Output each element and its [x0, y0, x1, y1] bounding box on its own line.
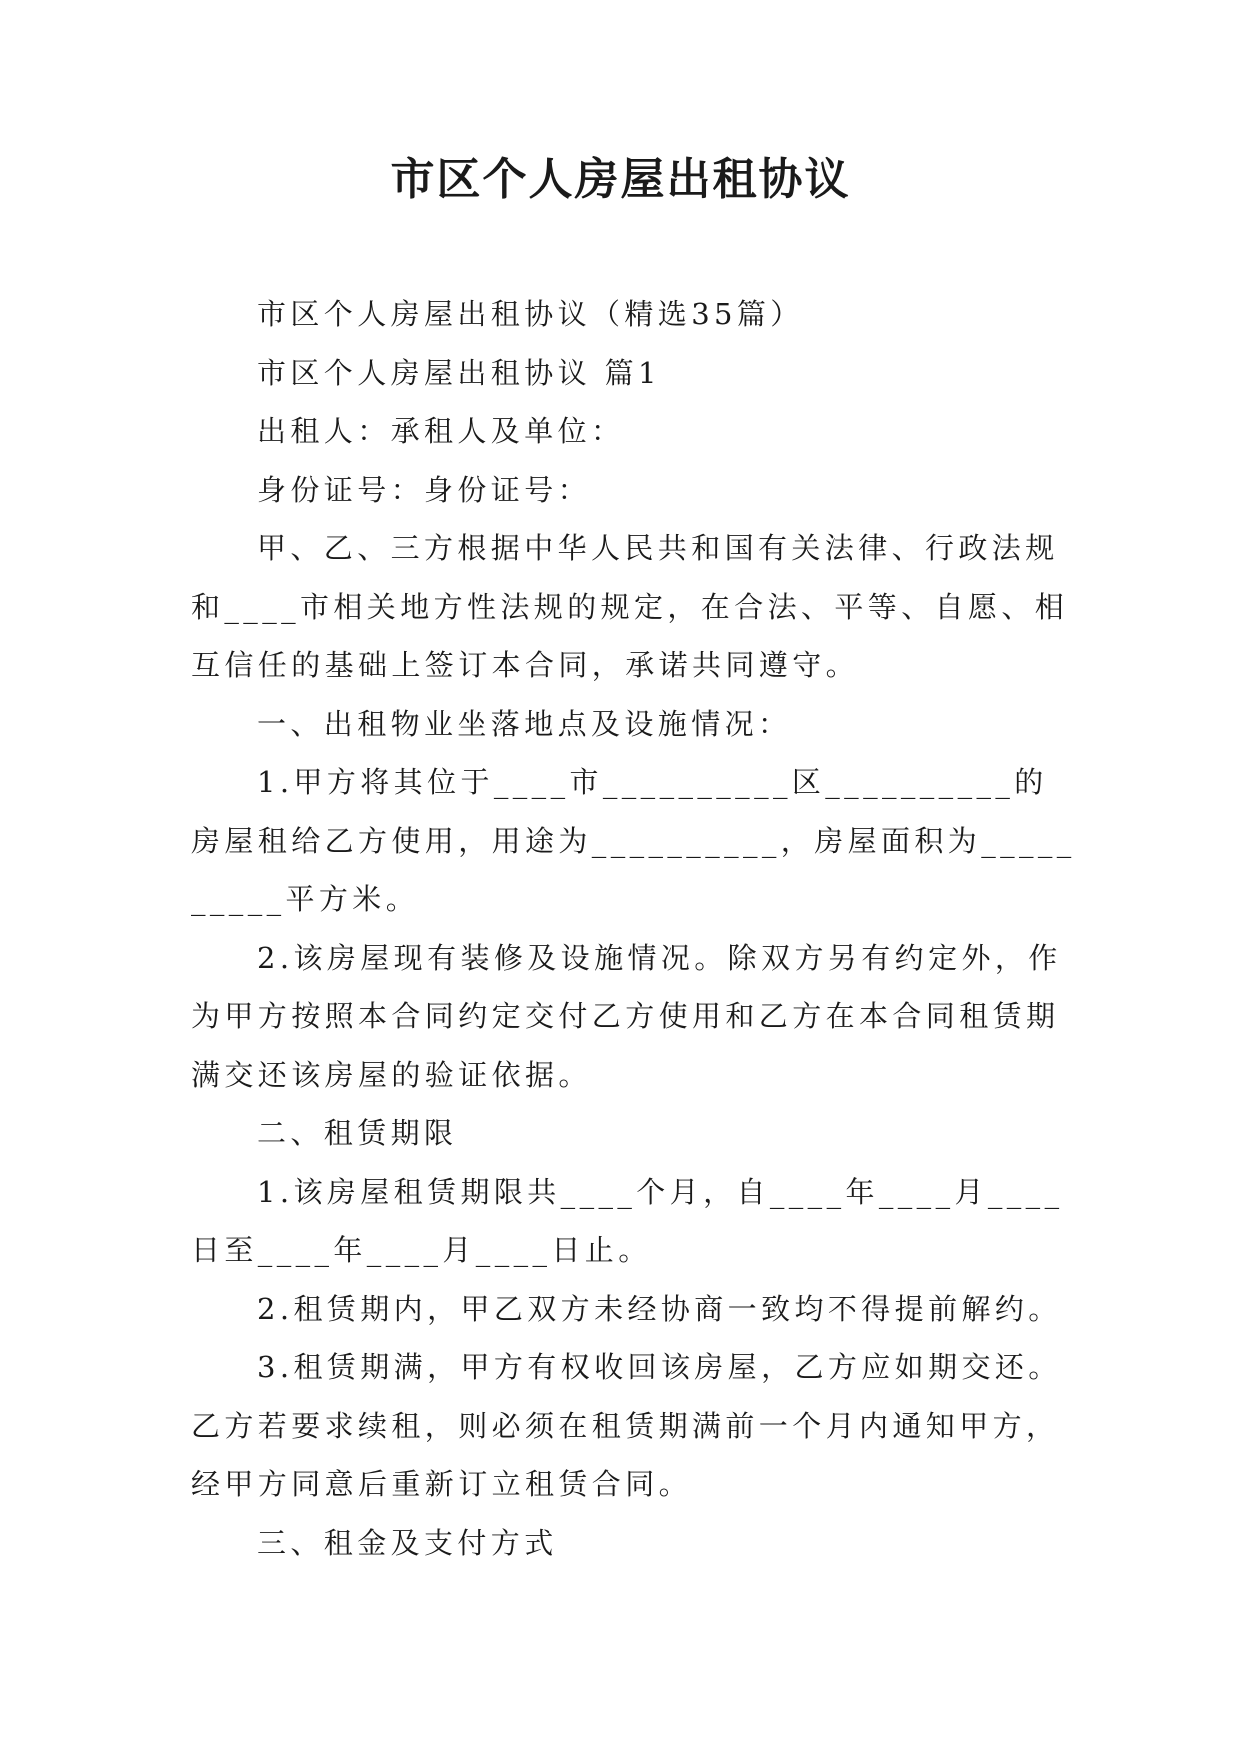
paragraph-id-numbers: 身份证号：身份证号：: [257, 472, 592, 507]
clause-1-2: 2.该房屋现有装修及设施情况。除双方另有约定外，作为甲方按照本合同约定交付乙方使用和乙方在本合同租赁期满交还该房屋的验证依据。: [191, 940, 1062, 1092]
section-heading-1: 一、出租物业坐落地点及设施情况：: [257, 706, 792, 741]
paragraph-lessor-lessee: 出租人：承租人及单位：: [257, 414, 625, 448]
clause-1-1: 1.甲方将其位于____市__________区__________的房屋租给乙方使用，用途为__________，房屋面积为__________平方米。: [191, 765, 1076, 916]
document-title: 市区个人房屋出租协议: [390, 154, 851, 205]
document-body: [191, 285, 1076, 1572]
clause-2-1: 1.该房屋租赁期限共____个月，自____年____月____日至____年____月____日止。: [191, 1174, 1064, 1267]
section-heading-3: 三、租金及支付方式: [257, 1525, 558, 1560]
clause-2-2: 2.租赁期内，甲乙双方未经协商一致均不得提前解约。: [257, 1291, 1062, 1326]
paragraph-article-heading: 市区个人房屋出租协议 篇1: [257, 355, 661, 390]
paragraph-preamble: 甲、乙、三方根据中华人民共和国有关法律、行政法规和____市相关地方性法规的规定，在合法、平等、自愿、相互信任的基础上签订本合同，承诺共同遵守。: [191, 531, 1069, 682]
clause-2-3: 3.租赁期满，甲方有权收回该房屋，乙方应如期交还。乙方若要求续租，则必须在租赁期满前一个月内通知甲方，经甲方同意后重新订立租赁合同。: [191, 1350, 1062, 1501]
paragraph-subtitle: 市区个人房屋出租协议（精选35篇）: [257, 297, 804, 331]
section-heading-2: 二、租赁期限: [257, 1116, 458, 1150]
